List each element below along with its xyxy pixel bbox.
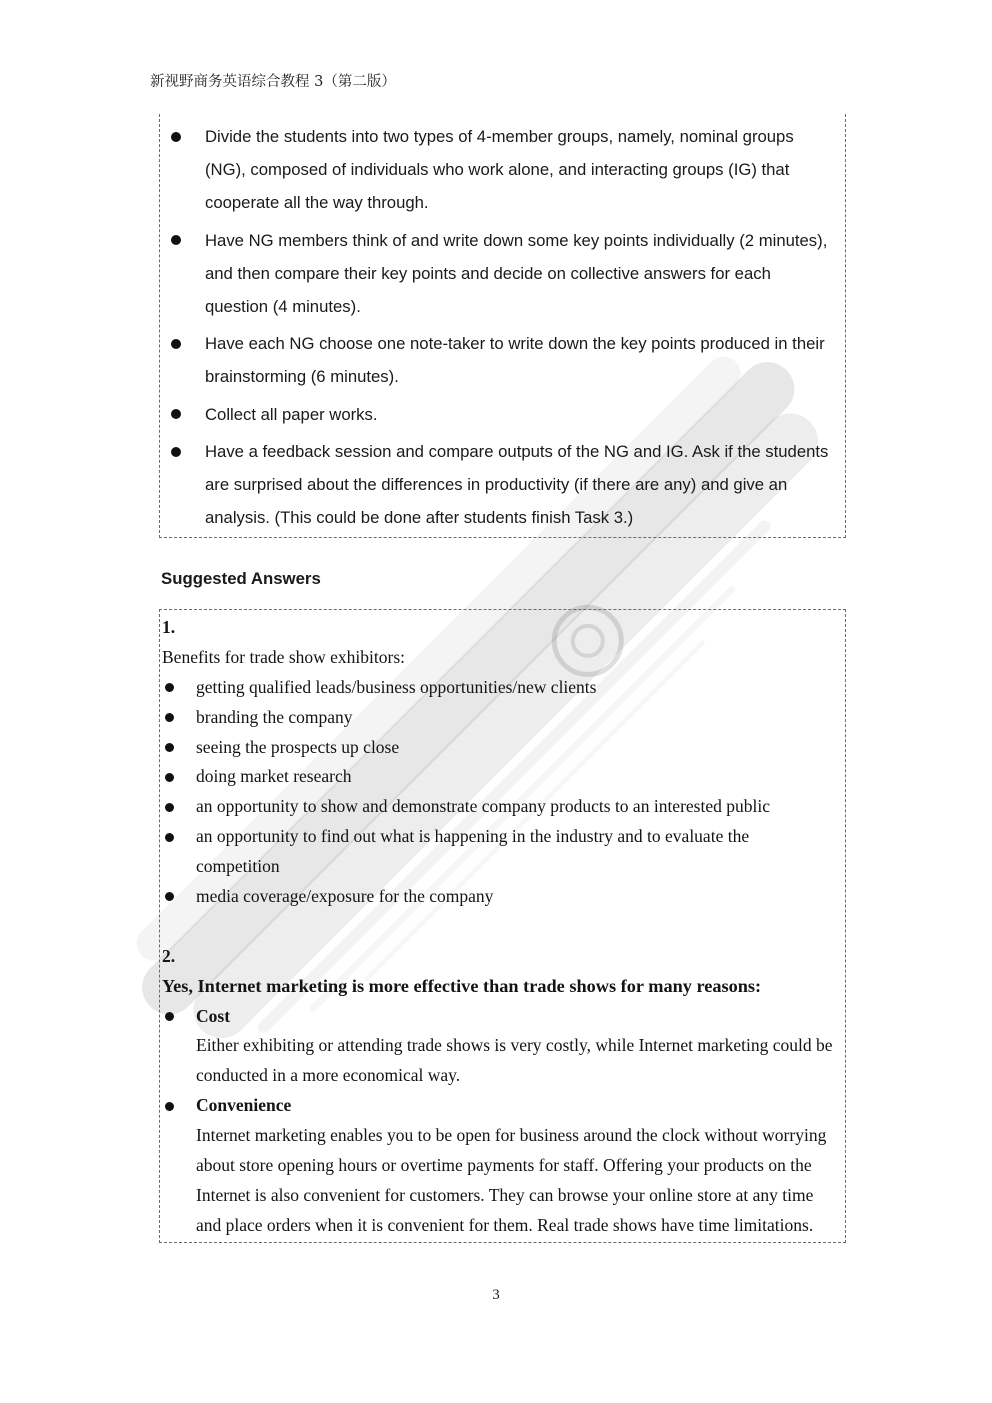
reason-item (160, 1091, 845, 1240)
benefit-text: an opportunity to show and demonstrate company products to an interested public (196, 796, 770, 817)
bullet-icon (165, 773, 174, 782)
benefit-text: an opportunity to find out what is happening in the industry and to evaluate the (196, 826, 750, 847)
benefit-item (160, 792, 845, 822)
procedure-step (160, 435, 845, 534)
procedure-step-line: Have NG members think of and write down some key points individually (2 minutes), (205, 230, 828, 250)
procedure-step-line: Have a feedback session and compare outputs of the NG and IG. Ask if the students (205, 442, 829, 461)
bullet-icon (171, 447, 181, 457)
reason-text: and place orders when it is convenient for them. Real trade shows have time limitations. (196, 1214, 814, 1235)
procedure-step-line: Collect all paper works. (205, 404, 378, 424)
benefit-item (160, 762, 845, 792)
reason-title: Cost (196, 1005, 231, 1026)
benefit-item (160, 703, 845, 733)
question-number: 1. (162, 617, 176, 637)
procedure-step-line: cooperate all the way through. (205, 193, 429, 212)
bullet-icon (171, 235, 181, 245)
procedure-step-line: Have each NG choose one note-taker to write down the key points produced in their (205, 334, 825, 353)
benefit-item (160, 673, 845, 703)
bullet-icon (165, 683, 174, 692)
benefit-text: branding the company (196, 706, 353, 727)
suggested-answers-box (159, 609, 846, 1243)
section-heading: Suggested Answers (161, 569, 321, 588)
benefit-item (160, 882, 845, 912)
bullet-icon (165, 713, 174, 722)
bullet-icon (165, 1012, 174, 1021)
procedure-step-line: analysis. (This could be done after students finish Task 3.) (205, 508, 634, 527)
procedure-step (160, 224, 845, 323)
running-header: 新视野商务英语综合教程 3（第二版） (150, 74, 396, 90)
benefit-text: getting qualified leads/business opportunities/new clients (196, 676, 597, 697)
bullet-icon (165, 892, 174, 901)
blank-line (160, 912, 845, 942)
answer-statement: Yes, Internet marketing is more effective than trade shows for many reasons: (162, 975, 762, 996)
bullet-icon (165, 803, 174, 812)
teaching-procedure-box (159, 114, 846, 538)
page-number: 3 (492, 1287, 500, 1303)
procedure-step-line: are surprised about the differences in productivity (if there are any) and give an (205, 475, 788, 494)
procedure-step (160, 120, 845, 219)
reason-text: Internet marketing enables you to be open for business around the clock without worrying (196, 1125, 827, 1146)
procedure-step-line: (NG), composed of individuals who work alone, and interacting groups (IG) that (205, 160, 790, 179)
question-intro: Benefits for trade show exhibitors: (162, 646, 406, 667)
procedure-step-line: Divide the students into two types of 4-member groups, namely, nominal groups (205, 127, 794, 146)
procedure-step-line: question (4 minutes). (205, 296, 361, 316)
benefit-text: competition (196, 856, 280, 877)
bullet-icon (165, 1102, 174, 1111)
bullet-icon (165, 743, 174, 752)
bullet-icon (171, 409, 181, 419)
bullet-icon (165, 833, 174, 842)
reason-text: Internet is also convenient for customers. They can browse your online store at any time (196, 1184, 814, 1205)
reason-text: about store opening hours or overtime payments for staff. Offering your products on the (196, 1155, 812, 1176)
reason-item (160, 1002, 845, 1092)
benefit-text: doing market research (196, 766, 352, 787)
bullet-icon (171, 132, 181, 142)
reason-text: conducted in a more economical way. (196, 1065, 461, 1086)
reason-title: Convenience (196, 1095, 292, 1116)
procedure-step-line: brainstorming (6 minutes). (205, 367, 399, 386)
bullet-icon (171, 339, 181, 349)
procedure-step (160, 398, 845, 431)
procedure-step (160, 327, 845, 393)
benefit-text: seeing the prospects up close (196, 736, 400, 757)
reason-text: Either exhibiting or attending trade shows is very costly, while Internet marketing could be (196, 1035, 833, 1056)
question-number: 2. (162, 945, 176, 966)
procedure-step-line: and then compare their key points and decide on collective answers for each (205, 263, 771, 283)
benefit-item (160, 733, 845, 763)
benefit-item (160, 822, 845, 882)
benefit-text: media coverage/exposure for the company (196, 886, 494, 907)
